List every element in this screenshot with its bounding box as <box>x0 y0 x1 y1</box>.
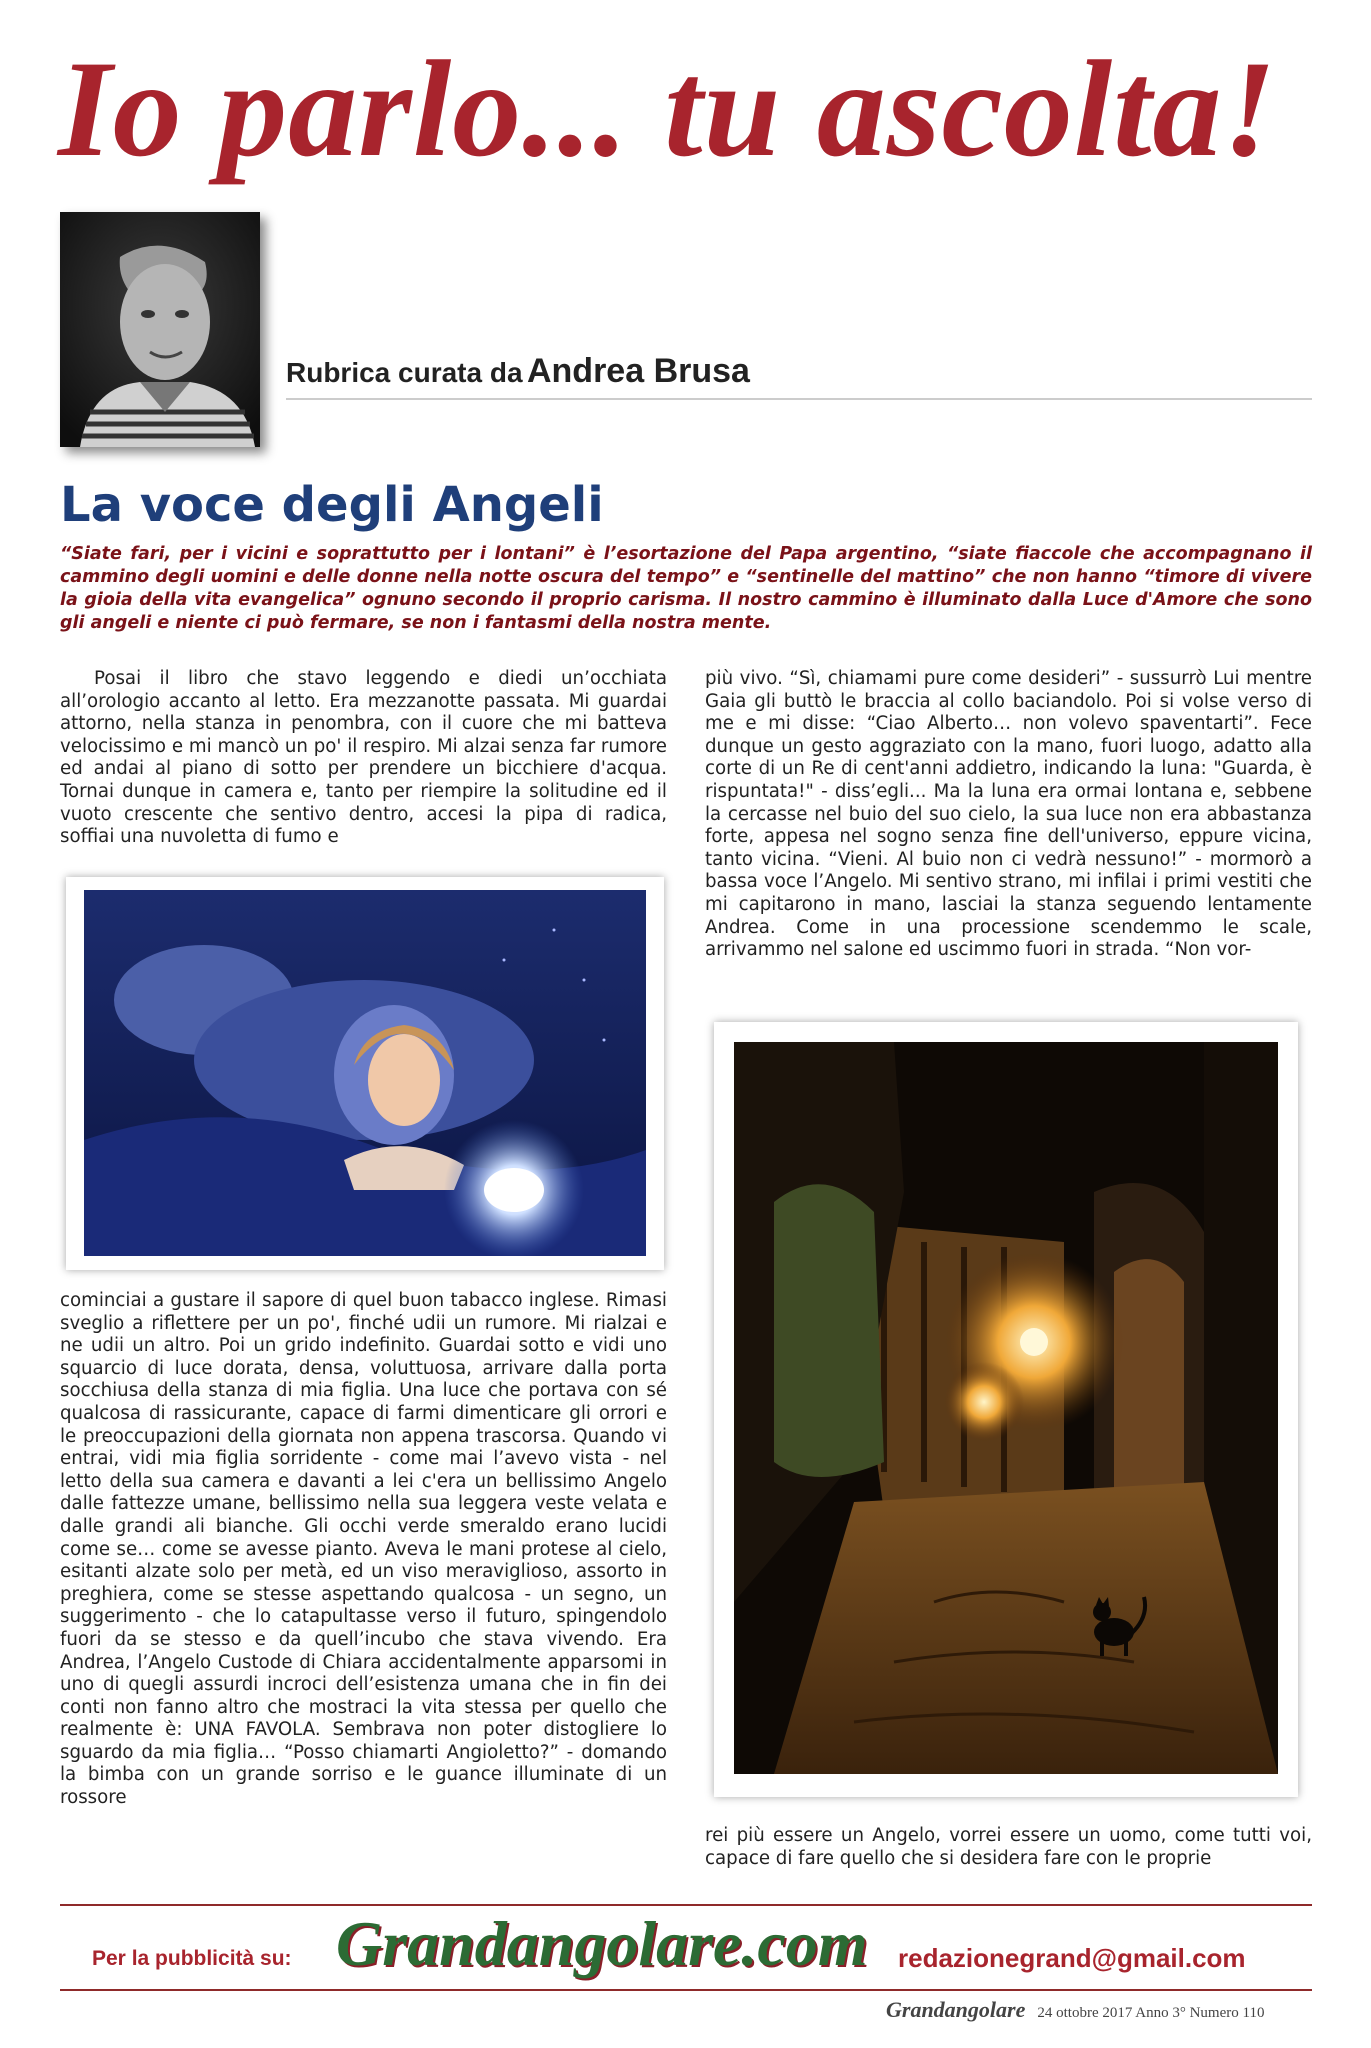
article-headline: La voce degli Angeli <box>60 477 604 533</box>
footer-issue: 24 ottobre 2017 Anno 3° Numero 110 <box>1037 2005 1265 2021</box>
byline <box>286 352 1312 400</box>
byline-label: Rubrica curata da <box>286 357 523 388</box>
footer-brand: Grandangolare <box>886 1997 1026 2022</box>
advert-brand-logo[interactable]: Grandangolare.com <box>336 1908 868 1979</box>
column-title: Io parlo... tu ascolta! <box>58 32 1278 185</box>
body-paragraph: cominciai a gustare il sapore di quel buon tabacco inglese. Rimasi sveglio a riflettere per un po', finché udii un rumore. Mi rialzai e ne udii un altro. Poi un grido indefinito. Guardai sotto e vidi uno squarcio di luce dorata, densa, voluttuosa, arrivare dalla porta socchiusa della stanza di mia figlia. Una luce che portava con sé qualcosa di rassicurante, capace di farmi dimenticare gli orrori e le preoccupazioni della giornata non appena trascorsa. Quando vi entrai, vidi mia figlia sorridente - come mai l’avevo vista - nel letto della sua camera e davanti a lei c'era un bellissimo Angelo dalle fattezze umane, bellissimo nella sua leggera veste velata e dalle grandi ali bianche. Gli occhi verde smeraldo erano lucidi come se… come se avesse pianto. Aveva le mani protese al cielo, esitanti alzate solo per metà, ed un viso meraviglioso, assorto in preghiera, come se stesse aspettando qualcosa - un segno, un suggerimento - che lo catapultasse verso il futuro, spingendolo fuori da se stesso e da quell’incubo che stava vivendo. Era Andrea, l’Angelo Custode di Chiara accidentalmente apparsomi in uno di quegli assurdi incroci dell’esistenza umana che in fin dei conti non fanno altro che mostraci la vita stessa per quello che realmente è: UNA FAVOLA. Sembrava non poter distogliere lo sguardo da mia figlia… “Posso chiamarti Angioletto?” - domando la bimba con un grande sorriso e le guance illuminate di un rossore <box>60 1290 667 1809</box>
divider <box>60 1904 1312 1906</box>
article-lead: “Siate fari, per i vicini e soprattutto per i lontani” è l’esortazione del Papa argentino, “siate fiaccole che accompagnano il cammino degli uomini e delle donne nella notte oscura del tempo” e “sentinelle del mattino” che non hanno “timore di vivere la gioia della vita evangelica” ognuno secondo il proprio carisma. Il nostro cammino è illuminato dalla Luce d'Amore che sono gli angeli e niente ci può fermare, se non i fantasmi della nostra mente. <box>60 544 1312 633</box>
page-footer <box>886 1997 1264 2023</box>
divider <box>60 1989 1312 1991</box>
body-paragraph: più vivo. “Sì, chiamami pure come desideri” - sussurrò Lui mentre Gaia gli buttò le braccia al collo baciandolo. Poi si volse verso di me e mi disse: “Ciao Alberto… non volevo spaventarti”. Fece dunque un gesto aggraziato con la mano, fuori luogo, adatto alla corte di un Re di cent'anni addietro, indicando la luna: "Guarda, è rispuntata!" - diss’egli... Ma la luna era ormai lontana e, sebbene la cercasse nel buio del suo cielo, la sua luce non era abbastanza forte, appesa nel sogno senza fine dell'universo, eppure vicina, tanto vicina. “Vieni. Al buio non ci vedrà nessuno!” - mormorò a bassa voce l’Angelo. Mi sentivo strano, mi infilai i primi vestiti che mi capitarono in mano, lasciai la stanza seguendo lentamente Andrea. Come in una processione scendemmo le scale, arrivammo nel salone ed uscimmo fuori in strada. “Non vor- <box>705 668 1312 961</box>
advert-email-link[interactable]: redazionegrand@gmail.com <box>898 1943 1246 1973</box>
body-paragraph: Posai il libro che stavo leggendo e diedi un’occhiata all’orologio accanto al letto. Era mezzanotte passata. Mi guardai attorno, nella stanza in penombra, con il cuore che mi batteva velocissimo e mi mancò un po' il respiro. Mi alzai senza far rumore ed andai al piano di sotto per prendere un bicchiere d'acqua. Tornai dunque in camera e, tanto per riempire la solitudine ed il vuoto crescente che sentivo dentro, accesi la pipa di radica, soffiai una nuvoletta di fumo e <box>60 668 667 848</box>
photo-child-reading <box>66 877 664 1270</box>
photo-night-alley <box>714 1022 1298 1797</box>
advert-label: Per la pubblicità su: <box>92 1947 292 1970</box>
byline-author: Andrea Brusa <box>526 352 750 390</box>
author-portrait <box>60 212 260 447</box>
body-paragraph: rei più essere un Angelo, vorrei essere un uomo, come tutti voi, capace di fare quello che si desidera fare con le proprie <box>705 1825 1312 1869</box>
